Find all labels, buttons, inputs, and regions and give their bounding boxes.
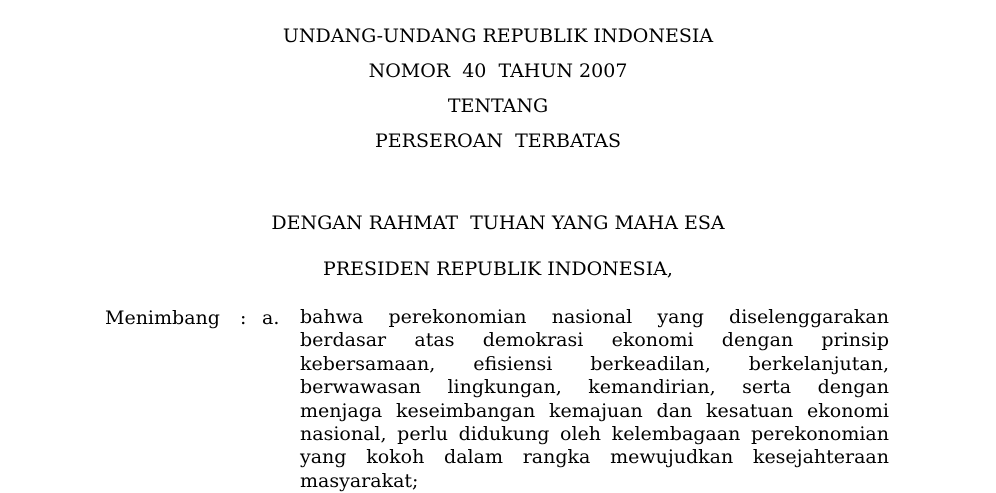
law-number-line: NOMOR 40 TAHUN 2007 (368, 60, 628, 82)
paragraph-line: bahwa perekonomian nasional yang diselenggarakan (300, 306, 889, 328)
paragraph-line: kebersamaan, efisiensi berkeadilan, berkelanjutan, (300, 352, 889, 375)
about-line: TENTANG (447, 95, 549, 117)
law-subject-line: PERSEROAN TERBATAS (374, 130, 622, 152)
considering-label: Menimbang (105, 307, 220, 329)
item-marker-a: a. (262, 307, 280, 329)
law-title-line-1: UNDANG-UNDANG REPUBLIK INDONESIA (282, 25, 714, 47)
president-line: PRESIDEN REPUBLIK INDONESIA, (323, 258, 673, 280)
considering-paragraph-a (300, 306, 889, 493)
paragraph-line: nasional, perlu didukung oleh kelembagaan perekonomian (300, 422, 889, 445)
paragraph-line: masyarakat; (300, 469, 419, 492)
paragraph-line: berwawasan lingkungan, kemandirian, serta dengan (300, 376, 889, 399)
considering-colon: : (240, 307, 247, 329)
paragraph-line: yang kokoh dalam rangka mewujudkan kesejahteraan (300, 446, 889, 469)
paragraph-line: berdasar atas demokrasi ekonomi dengan prinsip (300, 329, 889, 352)
invocation-line: DENGAN RAHMAT TUHAN YANG MAHA ESA (271, 212, 725, 234)
paragraph-line: menjaga keseimbangan kemajuan dan kesatuan ekonomi (300, 399, 889, 422)
